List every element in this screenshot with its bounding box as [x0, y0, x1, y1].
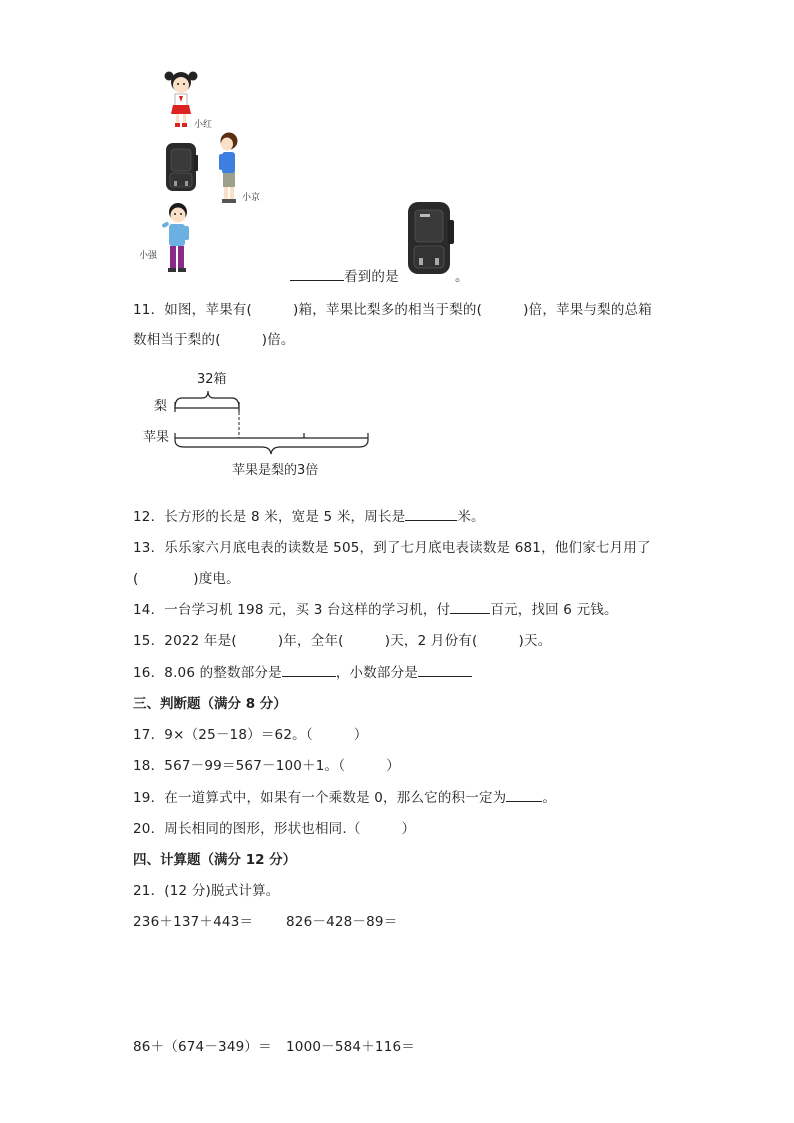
q12-answer-blank[interactable] — [405, 506, 457, 521]
q21-expr3: 86＋（674－349）＝ — [133, 1039, 272, 1055]
q18: 18．567－99＝567－100＋1。（ ） — [133, 758, 400, 774]
q14: 14．一台学习机 198 元，买 3 台这样的学习机，付 百元，找回 6 元钱。 — [133, 598, 618, 618]
q16: 16．8.06 的整数部分是 ，小数部分是 — [133, 661, 472, 681]
q10-end-mark: 。 — [455, 269, 469, 285]
section4-title: 四、计算题（满分 12 分） — [133, 852, 297, 868]
q19: 19．在一道算式中，如果有一个乘数是 0，那么它的积一定为 。 — [133, 786, 556, 806]
q14-answer-blank[interactable] — [450, 599, 490, 614]
name-xiaojing: 小京 — [242, 193, 261, 203]
q11-line2: 数相当于梨的( )倍。 — [133, 332, 295, 348]
backpack-icon — [404, 200, 456, 276]
q12: 12．长方形的长是 8 米，宽是 5 米，周长是 米。 — [133, 505, 485, 525]
q20: 20．周长相同的图形，形状也相同.（ ） — [133, 821, 416, 837]
q15: 15．2022 年是( )年，全年( )天，2 月份有( )天。 — [133, 633, 552, 649]
q21-title: 21．(12 分)脱式计算。 — [133, 883, 280, 899]
diagram-apple-label: 苹果 — [143, 430, 170, 445]
girl-figure-icon — [164, 68, 198, 130]
diagram-top-label: 32箱 — [197, 372, 227, 387]
q21-expr4: 1000－584＋116＝ — [286, 1039, 415, 1055]
section3-title: 三、判断题（满分 8 分） — [133, 696, 287, 712]
q21-expr1: 236＋137＋443＝ — [133, 914, 254, 930]
name-xiaohong: 小红 — [194, 120, 213, 130]
q11-line1: 11．如图，苹果有( )箱，苹果比梨多的相当于梨的( )倍，苹果与梨的总箱 — [133, 302, 652, 318]
answer-blank[interactable] — [290, 266, 344, 281]
segment-diagram — [170, 388, 376, 456]
q17: 17．9×（25－18）＝62。（ ） — [133, 727, 368, 743]
q13-line2: ( )度电。 — [133, 571, 240, 587]
diagram-pear-label: 梨 — [154, 399, 168, 414]
name-xiaoqiang: 小强 — [139, 251, 158, 261]
backpack-icon — [163, 141, 199, 193]
q21-expr2: 826－428－89＝ — [286, 914, 398, 930]
boy-figure-icon — [160, 201, 194, 275]
q13-line1: 13．乐乐家六月底电表的读数是 505，到了七月底电表读数是 681，他们家七月用了 — [133, 540, 651, 556]
boy-figure-icon — [216, 131, 242, 205]
diagram-bottom-label: 苹果是梨的3倍 — [232, 463, 319, 478]
q10-answer-line: 看到的是 — [290, 265, 399, 285]
q19-answer-blank[interactable] — [506, 787, 542, 802]
q16-integer-blank[interactable] — [282, 662, 336, 677]
q16-decimal-blank[interactable] — [418, 662, 472, 677]
